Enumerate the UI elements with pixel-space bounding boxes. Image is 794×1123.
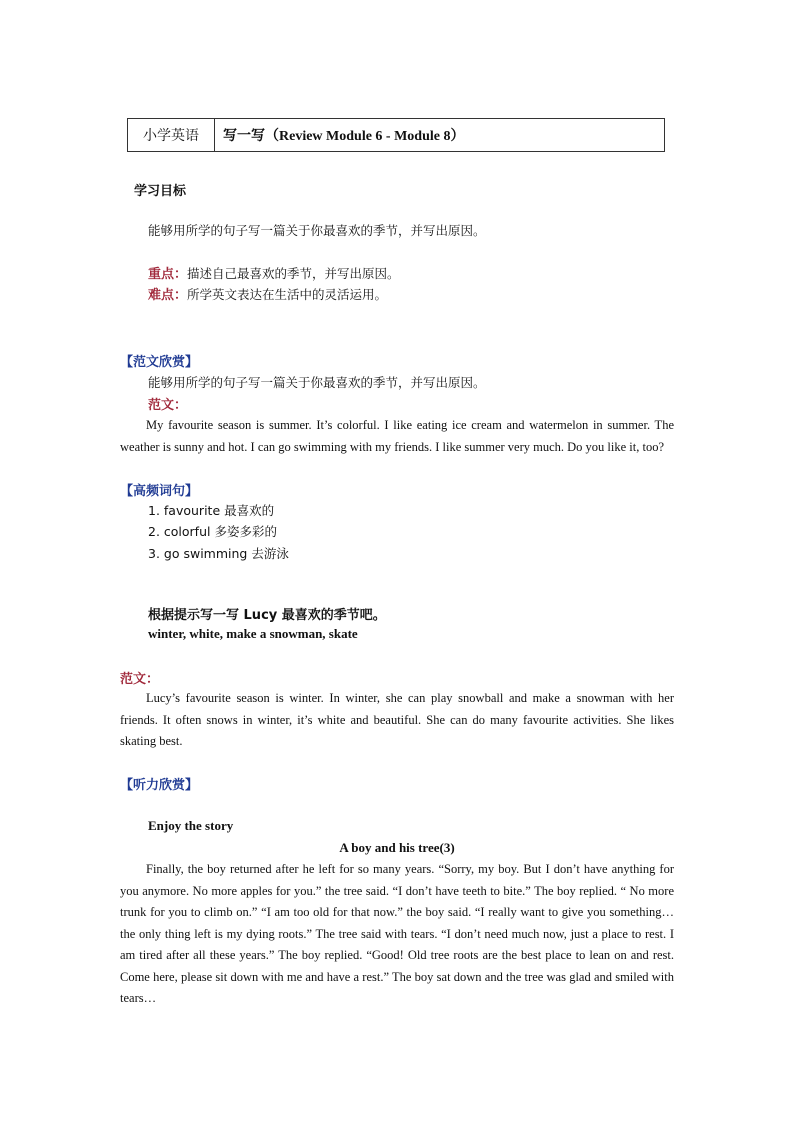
vocab-item: 1. favourite 最喜欢的 [148,503,275,518]
exercise-hints: winter, white, make a snowman, skate [148,626,358,641]
vocab-heading: 【高频词句】 [120,484,199,499]
model-essay-label: 范文： [148,398,188,413]
listening-heading: 【听力欣赏】 [120,778,199,793]
difficult-point [148,284,387,307]
story-text: Finally, the boy returned after he left for so many years. “Sorry, my boy. But I don’t have anything for you anymore. No more apples for you.” the tree said. “I don’t have teeth to bite.” The boy replied. “ No more trunk for you to climb on.” “I am too old for that now.” the boy said. “I really want to give you something…the only thing left is my dying roots.” The tree said with tears. “I don’t need much now, just a place to rest. I am tired after all these years.” The boy replied. “Good! Old tree roots are the best place to lean on and rest. Come here, please sit down with me and have a rest.” The boy sat down and the tree was glad and smiled with tears… [120,862,674,1005]
page-title: 写一写（Review Module 6 - Module 8） [223,129,465,144]
key-point [148,263,400,286]
listening-intro: Enjoy the story [148,818,234,833]
model-essay-text: My favourite season is summer. It’s colorful. I like eating ice cream and watermelon in summer. The weather is sunny and hot. I can go swimming with my friends. I like summer very much. Do you like it, too? [120,418,674,454]
exercise-label: 范文： [120,672,160,687]
key-point-text: 描述自己最喜欢的季节，并写出原因。 [187,266,400,281]
key-point-label: 重点： [148,267,188,282]
objectives-heading: 学习目标 [134,184,187,199]
model-essay-heading: 【范文欣赏】 [120,355,199,370]
vocab-item: 3. go swimming 去游泳 [148,546,289,561]
model-essay-task: 能够用所学的句子写一篇关于你最喜欢的季节，并写出原因。 [148,375,486,390]
exercise-prompt: 根据提示写一写 Lucy 最喜欢的季节吧。 [148,608,386,623]
difficult-point-label: 难点： [148,288,188,303]
exercise-model-text: Lucy’s favourite season is winter. In winter, she can play snowball and make a snowman with her friends. It often snows in winter, it’s white and beautiful. She can do many favourite activities. She likes skating best. [120,691,674,748]
vocab-item: 2. colorful 多姿多彩的 [148,524,277,539]
story-title: A boy and his tree(3) [339,840,455,855]
difficult-point-text: 所学英文表达在生活中的灵活运用。 [187,287,388,302]
header-table [127,118,665,152]
objectives-goal: 能够用所学的句子写一篇关于你最喜欢的季节，并写出原因。 [148,223,486,238]
subject-cell: 小学英语 [128,119,215,151]
